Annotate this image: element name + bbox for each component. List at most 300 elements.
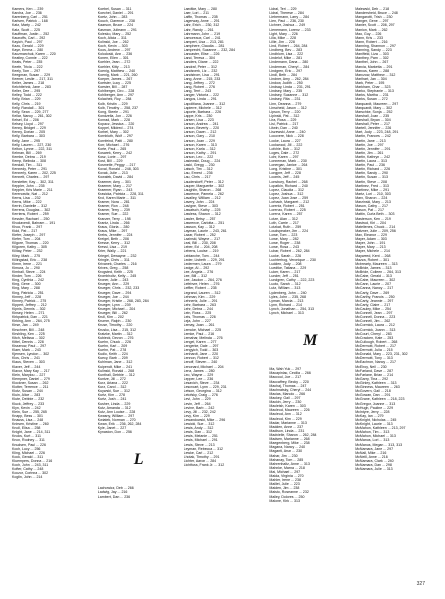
index-entry: McGowan, Dan ... 291 — [355, 393, 391, 398]
index-entry: Kelly, Jane ... 295 — [12, 138, 40, 143]
index-entry: Lipson, Terry ... 220 — [269, 109, 301, 114]
index-entry: Kelchtlehnk, Jane ... 283 — [12, 85, 51, 90]
index-entry: Lillie, Jim ... 228 — [269, 39, 295, 44]
index-entry: Lescroart, Lynn ... 229, 231 — [183, 385, 227, 390]
index-entry: Martin, Steve ... 208 — [355, 179, 387, 184]
index-entry: McConnell, Jim ... 262 — [355, 319, 391, 324]
index-entry: McFarland, Dave ... 287 — [355, 368, 394, 373]
index-entry: Kiefer, Joseph ... 297 — [12, 233, 46, 238]
index-entry: Kerrin, Danielle ... 312 — [12, 204, 48, 209]
index-entry: Madar, Marianne ... 313 — [269, 420, 307, 425]
index-entry: Karenberg, Carl ... 251 — [12, 15, 48, 20]
index-entry: Manion, Mark ... 262 — [355, 27, 388, 32]
index-entry: McCarty, Jeannie ... 297 — [355, 298, 394, 303]
index-entry: Mann, Robert ... 216 — [355, 39, 388, 44]
index-entry: Lewis, Michael ... 291 — [183, 438, 218, 443]
index-entry: Lenoff, Steven ... 240 — [183, 360, 218, 365]
index-entry: Laporte, Barbara ... 226 — [183, 109, 222, 114]
index-entry: Mazza, Robert ... 301 — [355, 257, 390, 262]
index-entry: Lazar, Robert ... 252 — [183, 233, 216, 238]
index-entry: Kelly, Randall ... 301 — [12, 105, 45, 110]
index-entry: Mayer, John ... 191 — [355, 241, 386, 246]
index-entry: McBride, James ... 313 — [355, 265, 392, 270]
index-entry: Kutz, Amanda ... 312 — [97, 405, 131, 410]
index-entry: Leber, Ed ... 204, 208 — [183, 245, 218, 250]
index-entry: Kilgoren, Kathy ... 305 — [12, 245, 47, 250]
index-entry: Matzner, Julie ... 209, 256 — [355, 228, 396, 233]
index-entry: Manifield, Liza ... 303 — [355, 52, 389, 57]
index-entry: Maiden, Jim ... 238 — [269, 486, 300, 491]
index-entry: Linderman, Cheryl ... 284 — [269, 64, 310, 69]
index-entry: Lewke, Carl ... 212 — [183, 450, 214, 455]
index-entry: Lindberg, Bev ... 283 — [269, 48, 303, 53]
index-entry: Malley, Dolores ... 250 — [269, 494, 305, 499]
index-entry: Krier, Wally ... 221 — [97, 249, 127, 254]
index-entry: McMahon, Kathleen ... 213, 297 — [355, 426, 406, 431]
index-entry: Kolodoski, Ann ... 236 — [97, 52, 133, 57]
index-entry: King, Cynthia ... 242 — [12, 278, 44, 283]
index-entry: Kinder, Tom ... 226 — [12, 274, 42, 279]
index-entry: Kaunoffs, Carl ... 292 — [12, 35, 46, 40]
index-entry: Kelsey, Lloyd ... 297 — [12, 122, 44, 127]
index-entry: Lein, Ross ... 225 — [183, 311, 212, 316]
index-entry: Lewandowski, Mike ... 296 — [183, 417, 226, 422]
index-entry: McNamara, Julie ... 313 — [355, 467, 393, 472]
index-entry: Laughlin, Sharon ... 268 — [183, 187, 222, 192]
index-entry: Lindner, Amy ... 262, 284 — [269, 76, 309, 81]
index-entry: Krusko, Lisa ... 215, 312 — [97, 327, 137, 332]
index-entry: Keppler, John ... 235 — [12, 183, 45, 188]
index-entry: Lemke, Paul ... 216 — [183, 331, 215, 336]
index-entry: Krol, Karen Marie ... 311 — [97, 196, 136, 201]
index-entry: Karlsen, Patrick ... 168 — [12, 19, 48, 24]
index-entry: Klaus, Steven ... 303 — [12, 360, 45, 365]
index-entry: Lee, Bill ... 312 — [183, 274, 208, 279]
index-entry: Luker, Karen ... 217 — [269, 270, 301, 274]
index-entry: Kowalek, David ... 284 — [97, 175, 134, 180]
index-column — [269, 7, 351, 587]
index-entry: Machnatsky, Cheryl ... 244 — [269, 387, 312, 392]
index-entry: Lahr, Randy ... 261 — [183, 27, 214, 32]
index-entry: Lasiewski, Doug ... 224 — [183, 159, 221, 164]
index-entry: Kuehn, Pat ... 278 — [97, 348, 127, 353]
index-entry: Lien, Paul ... 236, 230 — [269, 19, 304, 24]
index-entry: Kunthall, Debbie ... 312 — [97, 372, 135, 377]
index-entry: Langos, Linda ... 291 — [183, 97, 217, 102]
index-entry: Kudlo, Keith ... 224 — [97, 352, 128, 357]
index-entry: McDermott, Julia ... 215 — [355, 348, 393, 353]
index-entry: Kipnis, Dennis ... 302 — [12, 306, 46, 311]
index-entry: Manger, Gene ... 297 — [355, 19, 389, 24]
index-entry: Keegman, Susan ... 229 — [12, 72, 51, 77]
index-entry: Lubar, Robert ... 262, 284 — [269, 249, 310, 254]
index-entry: Kosarek, Kerry ... 242 — [97, 150, 133, 155]
index-entry: Koetz, John ... 283 — [97, 15, 128, 20]
index-entry: Lancaster, Elise ... 226 — [183, 52, 220, 57]
index-entry: Lenhardt, Jane ... 220 — [183, 352, 219, 357]
section-letter: M — [303, 332, 318, 350]
index-entry: Laffin, Thomas ... 235 — [183, 15, 218, 20]
index-entry: McNamara, Dan ... 298 — [355, 463, 392, 468]
index-entry: Ledge, Al ... 292 — [183, 265, 210, 270]
index-entry: Mann, Kris ... 233 — [355, 35, 383, 40]
index-entry: McKnight, Nicholas ... 245 — [355, 417, 397, 422]
index-entry: Lewicki, Sue ... 312 — [183, 422, 215, 427]
index-entry: Krueger, Lynn ... 239 — [97, 302, 131, 307]
index-entry: Luchterhog, Veronique ... 230 — [269, 257, 316, 262]
index-entry: Kaczmarchuk, Karen ... 220 — [12, 52, 56, 57]
index-entry: Koppel, Mildred ... 274 — [97, 126, 134, 131]
index-entry: Lindgren, Eric ... 297 — [269, 68, 303, 73]
index-entry: Knirsen, Kristine ... 260 — [12, 422, 49, 427]
index-entry: Lilia, Mike ... 228 — [269, 35, 297, 40]
index-entry: Kyle, Janet ... 227 — [97, 426, 127, 431]
index-entry: Koch, Kevin ... 303 — [97, 43, 128, 48]
index-entry: Koeper, James ... 267 — [97, 76, 133, 81]
index-entry: Lichter, Aaron ... 284 — [183, 459, 217, 464]
index-entry: Kennedy, Peter ... 291 — [12, 167, 48, 172]
index-entry: Markham, Char ... 323 — [355, 85, 391, 90]
index-entry: Ledermen, Laura ... 279 — [183, 261, 222, 266]
index-entry: Kirking, Ann ... 264, 275 — [12, 319, 50, 324]
index-entry: Laudendorff, Peter ... 312 — [183, 179, 224, 184]
index-entry: Max, Eleanor ... 229 — [355, 233, 387, 238]
index-entry: Kerrens, Douglas ... 302 — [12, 208, 51, 213]
index-entry: Lorbach, Margaret ... 212 — [269, 200, 310, 205]
index-entry: Kinney, Patrick ... 275 — [12, 298, 47, 303]
index-entry: McHugh, Pauline ... 229 — [355, 405, 394, 410]
index-entry: Ludden, Judy ... 208 — [269, 261, 302, 266]
index-entry: Martell, Jennifer ... 226 — [355, 126, 392, 131]
index-entry: Loth, Carrie ... 217 — [269, 220, 299, 225]
index-entry: Lappe, Kris ... 230 — [183, 113, 213, 118]
index-entry: Lopatkin, Richard ... 240 — [269, 183, 308, 188]
index-entry: Kluck, Jeffrey ... 233 — [12, 401, 45, 406]
index-entry: Lidral, Teri ... 229 — [269, 7, 297, 11]
index-entry: McCormick, Joann ... 313 — [355, 327, 396, 332]
index-entry: Kopacz, Jessica ... 220 — [97, 122, 135, 127]
page-number: 327 — [416, 581, 425, 587]
index-entry: Martin, Frances ... 242 — [355, 134, 391, 139]
index-entry: Konen, Ellen ... 301 — [97, 56, 129, 61]
index-entry: Keppler, Kris Marie ... 211 — [12, 187, 53, 192]
index-entry: Leffler, Robert ... 235 — [183, 286, 217, 291]
index-entry: Manning, Sandy ... 223 — [355, 48, 392, 53]
index-entry: Kerns, Mike ... 222 — [12, 200, 42, 205]
index-entry: Larson, Dawn ... 212 — [183, 130, 217, 135]
index-columns — [12, 7, 437, 587]
index-entry: Lynn, Richard ... 214 — [269, 302, 302, 307]
index-entry: Kouch, Clarence ... 238 — [97, 19, 135, 24]
index-entry: Krantz, Linda ... 266 — [97, 220, 130, 225]
index-entry: Klyn, Kevin ... 242 — [12, 405, 41, 410]
index-entry: Klos, Chris ... 241 — [12, 356, 40, 361]
index-entry: Larson, Beverly ... 220 — [183, 126, 220, 131]
index-entry: Lowe, Tom ... 223 — [269, 233, 298, 238]
index-entry: Kovak, Julie ... 213 — [97, 171, 128, 176]
index-entry: Klein, Marylou ... 227 — [12, 372, 46, 377]
index-entry: Mayweed, Kent ... 268 — [355, 253, 391, 258]
index-entry: Lindelof, Mike ... 281 — [269, 56, 303, 61]
index-entry: Loudspeaker, Jim ... 224 — [269, 228, 309, 233]
index-entry: Konrad, Mark ... 228 — [97, 117, 130, 122]
index-entry: Kidd, Pat ... 217 — [12, 228, 38, 233]
index-entry: Lau, Ernest ... 236 — [183, 171, 213, 176]
index-entry: Lang, Terri ... 243 — [183, 89, 212, 94]
index-entry: Lidral, Therese ... 284 — [269, 11, 304, 16]
index-entry: Martin, Susan ... 313 — [355, 175, 388, 180]
index-entry: Ma, Wah Yuk ... 297 — [269, 367, 302, 372]
index-entry: Kohlberger, Ciro ... 228 — [97, 89, 135, 94]
index-entry: Lockwood, Jill ... 222 — [269, 142, 303, 147]
index-entry: Khodaverdi, Bahram ... 191 — [12, 220, 56, 225]
index-entry: Kelly, Barbara ... 303 — [12, 134, 45, 139]
index-entry: Lewis, Steve ... 213 — [183, 442, 215, 447]
index-entry: Marshall, Bryan ... 304 — [355, 117, 391, 122]
index-entry: Lavigne, Steve ... 303 — [183, 204, 218, 209]
index-entry: Lahrmann, John ... 219 — [183, 31, 221, 36]
index-entry: Larson, Karen ... 313 — [183, 142, 217, 147]
index-entry: Kolachek, Roy ... 284 — [97, 97, 132, 102]
index-entry: Kosmetle, Peggy ... 217 — [97, 163, 136, 168]
index-entry: Kost, Bill ... 229 — [97, 159, 123, 164]
index-entry: McGovern, Gail ... 218 — [355, 389, 391, 394]
index-entry: Mahnke, Marna ... 218 — [269, 465, 305, 470]
index-entry: Lyman, Marcia ... 213 — [269, 298, 304, 303]
index-entry: Legrand, Lauren ... 312 — [183, 290, 221, 295]
index-entry: Koetsier, Lucy ... 225 — [97, 80, 131, 85]
index-entry: Kluempers, Donna ... 216 — [12, 459, 53, 464]
index-entry: Krueger, Bill ... 262 — [97, 311, 128, 316]
index-entry: Kelton, Lynne ... 222, 311 — [12, 146, 53, 151]
index-entry: McIntyre, Jerry ... 228 — [355, 409, 390, 414]
index-entry: Lachowicz, Deb ... 266 — [97, 486, 134, 491]
index-entry: McNeill, Anne ... 216 — [355, 454, 388, 459]
index-entry: Landstrom, Lisa ... 291 — [183, 72, 220, 77]
index-entry: Macleod, Maureen ... 226 — [269, 408, 310, 413]
index-entry: Lindsay, Linda ... 231, 291 — [269, 85, 311, 90]
index-entry: Mastrud, Kiri ... 204 — [355, 220, 386, 225]
index-entry: Mark, Peter ... 195 — [355, 80, 385, 85]
index-entry: Krueger, Kristie ... 268, 283, 284 — [97, 298, 149, 303]
index-entry: Leyman, Rebecca ... 312 — [183, 446, 224, 451]
index-entry: Martin, Richard ... 226 — [355, 167, 391, 172]
index-entry: McNamara, Jane ... 297 — [355, 446, 394, 451]
index-entry: Korr, Michael ... 276 — [97, 142, 130, 147]
index-entry: Lindl, Beth ... 284 — [269, 72, 297, 77]
index-entry: Mangarotti, Trish ... 230 — [355, 15, 393, 20]
index-entry: McFarlane, Brian ... 214 — [355, 372, 394, 377]
index-entry: Leal, Bill ... 230, 208 — [183, 241, 216, 246]
index-entry: Martin, Paul ... 236 — [355, 163, 385, 168]
index-entry: Koch, Alicia ... 311 — [97, 35, 127, 40]
index-entry: McCann, Laurie ... 207 — [355, 282, 392, 287]
index-entry: McCauley, Mike ... 254 — [355, 306, 391, 311]
index-entry: Lonergan, Janice ... 264 — [269, 163, 308, 168]
index-entry: Kofter, Cathy ... 248 — [12, 467, 44, 472]
index-entry: Kolesko, Mary ... 252 — [97, 31, 132, 36]
index-entry: Lipinski, Pat ... 312 — [269, 113, 300, 118]
index-entry: Larsen, Lisa ... 223 — [183, 117, 214, 122]
index-entry: Macapinlac, Cecilia ... 266 — [269, 371, 311, 376]
index-entry: Kolb, Kristin ... 229 — [97, 101, 128, 106]
index-entry: Lewis, Dan ... 312 — [183, 430, 212, 435]
index-entry: Light, Mary ... 226 — [269, 31, 298, 36]
index-entry: Lindemann, Dana ... 280 — [269, 60, 309, 65]
index-entry: Lenz, James ... 280 — [183, 368, 215, 373]
index-entry: Levine, Barb ... 242 — [183, 405, 215, 410]
index-entry: Lindsey, Mary ... 235 — [269, 89, 303, 94]
index-entry: McDonald, Mary ... 223, 231, 302 — [355, 352, 408, 357]
index-entry: Kosz, Lorie ... 297 — [97, 154, 127, 159]
index-entry: Marschke, Sonja ... 252 — [355, 109, 393, 114]
section-letter: L — [133, 451, 144, 469]
index-entry: Kornbluth, Wolf ... 297 — [97, 134, 133, 139]
index-entry: McCarty, Dave ... 269 — [355, 290, 390, 295]
index-entry: McBride, Colleen ... 264, 313 — [355, 270, 401, 274]
index-entry: Koebel, Susan ... 311 — [97, 7, 132, 11]
index-entry: McGarry, Tina ... 292 — [355, 376, 389, 381]
index-entry: Koehler, Kitty ... 213 — [97, 64, 130, 69]
index-entry: Kurz, Carol ... 312 — [97, 385, 127, 390]
index-entry: Kramer, Ron ... 248 — [97, 204, 129, 209]
index-entry: Kirkpatrick, Dan ... 221 — [12, 315, 48, 320]
index-entry: Liszewski, Anne ... 240 — [269, 130, 306, 135]
index-entry: McCanna, Nancy ... 217 — [355, 286, 394, 291]
index-entry: Krivanek, Charles ... 216 — [97, 261, 137, 266]
index-entry: Kelly, Brian ... 229 — [12, 97, 41, 102]
index-entry: Kerriens, Robert ... 259 — [12, 212, 49, 217]
index-entry: Lopez, Claudia ... 312 — [269, 187, 304, 192]
index-entry: Keller, Dee ... 295 — [12, 89, 41, 94]
index-entry: Lonneman, Mark ... 230 — [269, 159, 307, 164]
index-entry: Kruse, Timothy ... 220 — [97, 323, 133, 328]
index-entry: Land, Teresa ... 304 — [183, 56, 215, 61]
index-entry: Lindsey, Rita ... 231 — [269, 97, 301, 102]
index-entry: Lehnertz, Julie ... 291 — [183, 298, 218, 303]
index-entry: Kelly, Sean ... 229, 277 — [12, 109, 49, 114]
index-entry: Kimm, Irene ... 221 — [12, 261, 42, 266]
index-entry: Madison, Linda ... 231 — [269, 428, 305, 433]
index-entry: Martz, Lori ... 210, 303 — [355, 191, 391, 196]
index-entry: Martin, Laura ... 313 — [355, 159, 387, 164]
index-entry: Kellar, Nancy ... 261, 302 — [12, 113, 52, 118]
index-entry: McKay, Ian ... 279 — [355, 413, 384, 418]
index-entry: Landsverk, Liz ... 232 — [183, 68, 218, 73]
index-entry: Kuehn, Chuck ... 226 — [97, 339, 131, 344]
index-entry: Kasman, Julieann ... 291 — [97, 27, 137, 32]
index-entry: Lotzkat, Ruth ... 259 — [269, 224, 302, 229]
index-entry: McConnell, Jean ... 297 — [355, 311, 393, 316]
index-entry: Kuhlman, Jane ... 312 — [97, 360, 133, 365]
index-entry: Lawson, Kay ... 312 — [183, 224, 215, 229]
index-entry: Lehr, Debra ... 244 — [183, 306, 213, 311]
index-entry: McCarthy, Francis ... 250 — [355, 294, 395, 299]
index-entry: McMahon, Tim ... 313 — [355, 430, 390, 435]
index-page — [12, 7, 437, 592]
index-entry: Korbel, Mary ... 302 — [97, 130, 129, 135]
index-entry: Koehler, Jean ... 272 — [97, 60, 131, 65]
index-entry: Koechel, Daniel ... 291 — [97, 11, 134, 16]
index-entry: Larson, Leo ... 222 — [183, 154, 214, 159]
index-entry: Lisi, Patrick ... 217 — [269, 122, 299, 127]
index-entry: Layman, Laurie ... 243, 261 — [183, 228, 227, 233]
index-entry: Lofchie, Bob ... 312 — [269, 146, 300, 151]
index-entry: Kraus, Mike ... 297 — [97, 228, 128, 233]
index-entry: Kuywski, Sue ... 312 — [97, 389, 130, 394]
index-entry: Mason, Cathy ... 217 — [355, 204, 388, 209]
index-entry: McDermott, Robert ... 217 — [355, 343, 396, 348]
index-column — [355, 7, 437, 587]
index-entry: Lotze, Alan ... 312 — [269, 216, 298, 221]
index-entry: Martin, Jennifer ... 291 — [355, 146, 391, 151]
index-entry: Lamprecht, Suzanne ... 232, 284 — [183, 48, 236, 53]
index-entry: Kitch, Melissa ... 302 — [12, 335, 45, 340]
index-entry: Karcha, Joe ... 236 — [12, 11, 42, 16]
index-entry: Killingstad, Eric ... 238 — [12, 257, 48, 262]
index-entry: McGregor, Joanne ... 313 — [355, 401, 396, 406]
index-entry: Macleod, Ann ... 312 — [269, 412, 302, 417]
index-entry: Kerns, Lisa ... 232 — [12, 196, 41, 201]
index-entry: Kelly, Lauren ... 227, 230 — [12, 142, 52, 147]
index-entry: Krasicka, Patricia ... 228, 311 — [97, 191, 144, 196]
index-entry: Klockner, Susan ... 262 — [12, 380, 49, 385]
index-entry: McDermott, Tony ... 313 — [355, 356, 393, 361]
index-entry: Klaver, Jeff ... 244 — [12, 364, 41, 369]
index-entry: Keener, Leslie ... 217, 311 — [12, 76, 53, 81]
index-entry: Leder, Lisbeth ... 229, 291 — [183, 257, 225, 262]
index-entry: King, Mary ... 288 — [12, 286, 40, 291]
index-entry: Kornfeind, Patti ... 280 — [97, 138, 133, 143]
index-entry: Kolb, Timothy ... 258, 237 — [97, 105, 139, 110]
index-entry: Kuntze, Jill ... 272 — [97, 376, 126, 381]
index-entry: Martin, Sandy ... 290 — [355, 171, 388, 176]
index-entry: Kondzella, Jon ... 226 — [97, 113, 132, 118]
index-entry: Maccaffrey, Becky ... 220 — [269, 379, 309, 384]
index-entry: Marzinski, Mary ... 213 — [355, 200, 391, 205]
index-entry: Larson, Joan ... 229 — [183, 138, 215, 143]
index-entry: Koos, Andrew ... 297 — [97, 48, 131, 53]
index-entry: Lenonard, Michael ... 204 — [183, 364, 224, 369]
index-entry: McEachron, Nancy ... 217 — [355, 360, 396, 365]
index-entry: Kwiatek, Norman ... 270 — [97, 417, 136, 422]
index-entry: Lowe, Mary ... 282 — [269, 237, 299, 242]
index-entry: Kong, Steele ... 291 — [97, 109, 129, 114]
index-entry: Kynaston, Don ... 256 — [97, 430, 132, 435]
index-entry: Larson, Andrea ... 241 — [183, 122, 219, 127]
index-entry: Manier, Scott ... 206, 297 — [355, 23, 395, 28]
index-entry: Liebermann, Larry ... 284 — [269, 15, 310, 20]
index-entry: Lowe, Roger ... 238 — [269, 241, 301, 246]
index-entry: Laedtke, Mary ... 280 — [183, 7, 217, 11]
index-entry: Lavery, John ... 224 — [183, 200, 215, 205]
index-entry: Lhotak, Timothy ... 291 — [183, 454, 220, 459]
index-entry: Levi, John ... 229 — [183, 397, 211, 402]
index-entry: Locke, Laura ... 227 — [269, 138, 301, 143]
index-entry: Kurtz, Kim ... 278 — [97, 393, 125, 398]
index-entry: Kippert, Jeffrey ... 212 — [12, 302, 47, 307]
index-entry: Lang, Jeffrey ... 272 — [183, 80, 215, 85]
index-entry: Kusher, Linda ... 229 — [97, 401, 131, 406]
index-entry: Marcus, Karen ... 288 — [355, 68, 390, 73]
index-entry: Klavor, Mary Kay ... 217 — [12, 368, 50, 373]
index-entry: Lawrence, Carlotta ... 251 — [183, 220, 225, 225]
index-entry: Mahar, Jim ... 230 — [269, 453, 298, 458]
index-entry: Kwasny, William ... 297 — [97, 413, 135, 418]
index-entry: Maisto, Roseanne ... 232 — [269, 490, 309, 495]
index-entry: Kennett, Charles ... 297 — [12, 175, 50, 180]
index-entry: Martin, Kathryn ... 242 — [355, 154, 391, 159]
